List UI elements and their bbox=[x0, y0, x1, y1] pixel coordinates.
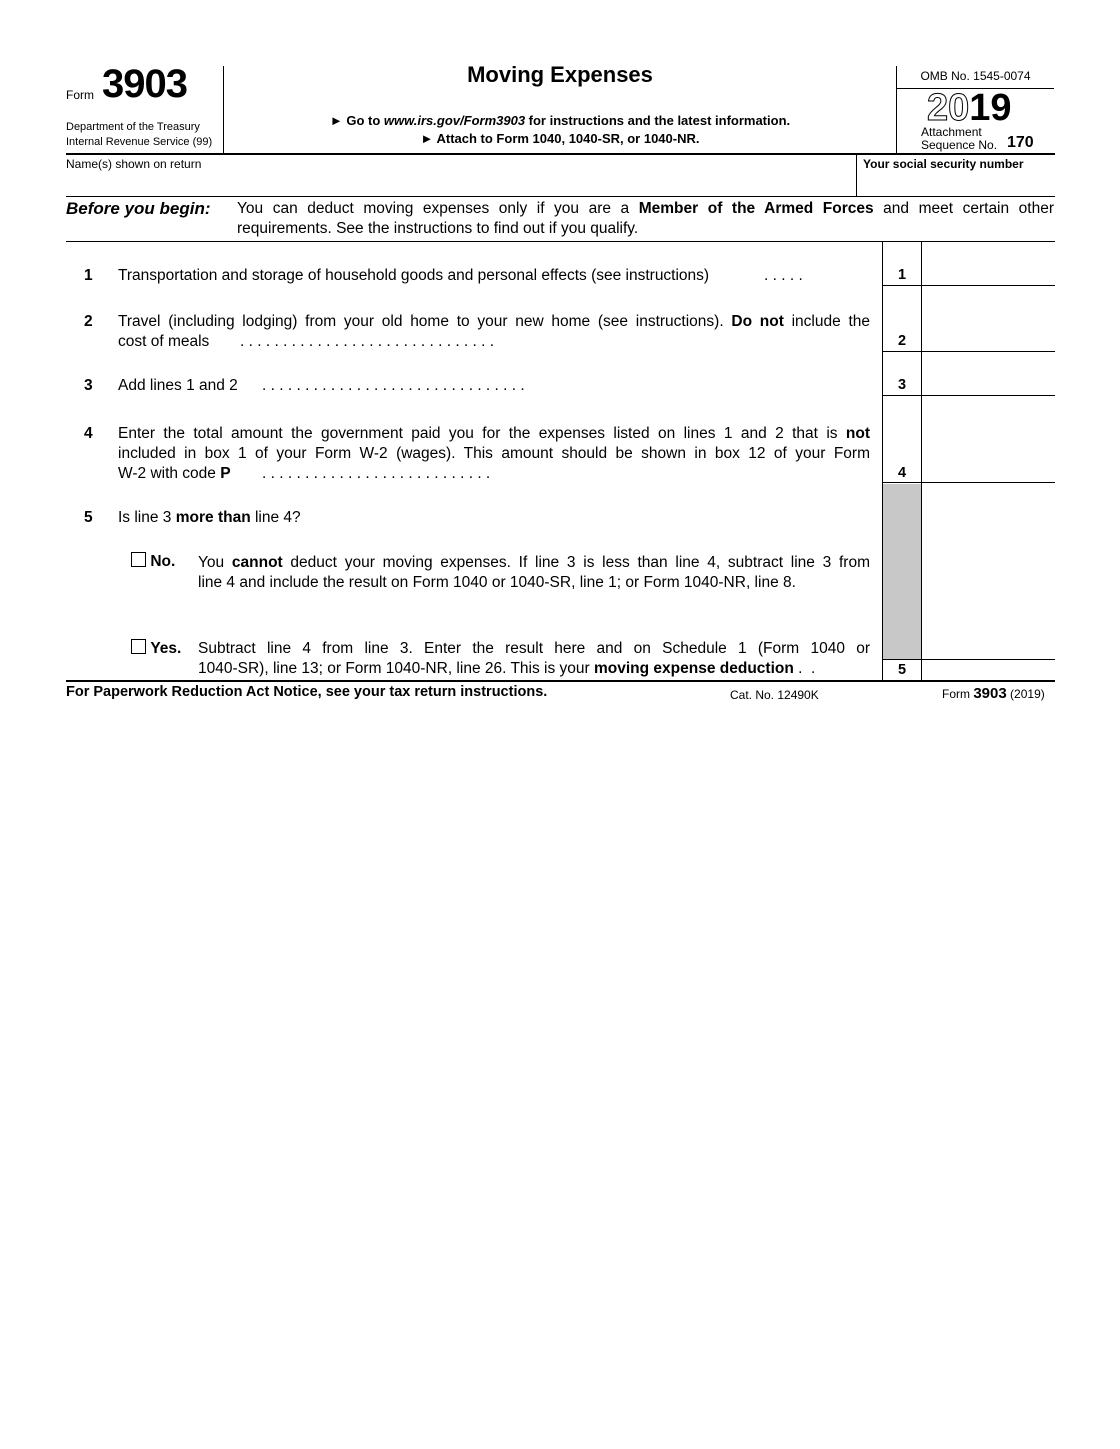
shaded-area bbox=[883, 484, 921, 659]
arrow-icon: ► bbox=[329, 113, 343, 128]
footer-form-year: (2019) bbox=[1006, 687, 1045, 701]
no-checkbox[interactable] bbox=[131, 552, 146, 567]
line-2-text-a: Travel (including lodging) from your old home to your new home (see instructions). bbox=[118, 313, 732, 330]
no-label: No. bbox=[150, 553, 176, 570]
before-text-b: Member of the Armed Forces bbox=[638, 200, 874, 217]
omb-number: OMB No. 1545-0074 bbox=[920, 69, 1031, 83]
yes-label: Yes. bbox=[150, 640, 182, 657]
no-text-a: You bbox=[198, 554, 232, 571]
line-1-rule bbox=[882, 285, 1055, 286]
line-1-text: Transportation and storage of household goods and personal effects (see instructions) bbox=[118, 267, 710, 284]
irs-service: Internal Revenue Service (99) bbox=[66, 136, 213, 148]
line-4-text-d: P bbox=[220, 465, 231, 482]
catalog-number: Cat. No. 12490K bbox=[730, 688, 819, 702]
form-label: Form bbox=[66, 88, 94, 102]
ssn-divider bbox=[856, 154, 857, 197]
line-1-dots: . . . . . bbox=[764, 267, 803, 284]
name-label: Name(s) shown on return bbox=[66, 157, 202, 171]
no-text-b: cannot bbox=[231, 554, 283, 571]
ssn-input[interactable] bbox=[863, 172, 1055, 196]
line-4-text-line1 bbox=[118, 425, 870, 443]
form-number: 3903 bbox=[102, 62, 187, 106]
line-3-text: Add lines 1 and 2 bbox=[118, 377, 238, 394]
line-2-text-line1 bbox=[118, 313, 870, 331]
tax-year bbox=[927, 86, 1012, 130]
line-4-number: 4 bbox=[84, 425, 93, 442]
form-title: Moving Expenses bbox=[467, 62, 653, 87]
line-2-text-line2: cost of meals bbox=[118, 333, 210, 350]
sequence-label: Sequence No. bbox=[921, 138, 998, 152]
name-input[interactable] bbox=[66, 172, 855, 196]
line-1-number: 1 bbox=[84, 267, 93, 284]
yes-checkbox[interactable] bbox=[131, 639, 146, 654]
header-bottom-rule bbox=[66, 153, 1055, 155]
attach-instructions: ► Attach to Form 1040, 1040-SR, or 1040-NR. bbox=[420, 131, 700, 146]
yes-dots: . . bbox=[793, 660, 816, 677]
line-4-text-c: W-2 with code bbox=[118, 465, 221, 482]
goto-instructions bbox=[224, 113, 896, 128]
line-4-rule bbox=[882, 482, 1055, 483]
no-text-c: deduct your moving expenses. If line 3 is less than line 4, subtract line 3 from bbox=[282, 554, 870, 571]
yes-text-b: moving expense deduction bbox=[594, 660, 794, 677]
line-5-question bbox=[118, 509, 301, 527]
line-5-amount-input[interactable] bbox=[925, 657, 1055, 679]
name-row-rule bbox=[66, 196, 1055, 197]
line-4-amount-input[interactable] bbox=[925, 460, 1055, 482]
before-rule bbox=[66, 241, 1055, 242]
footer-form-id bbox=[942, 685, 1045, 702]
line-3-number: 3 bbox=[84, 377, 93, 394]
line-3-box-number: 3 bbox=[897, 377, 907, 393]
footer-form-label: Form bbox=[942, 687, 974, 701]
before-text-line2: requirements. See the instructions to find out if you qualify. bbox=[237, 220, 639, 237]
line-5-text-a: Is line 3 bbox=[118, 509, 176, 526]
line-4-text-line2: included in box 1 of your Form W-2 (wages). This amount should be shown in box 12 of your Form bbox=[118, 445, 870, 462]
ssn-label: Your social security number bbox=[863, 157, 1024, 171]
yes-text-line1: Subtract line 4 from line 3. Enter the result here and on Schedule 1 (Form 1040 or bbox=[198, 640, 870, 657]
before-text-a: You can deduct moving expenses only if you are a bbox=[237, 200, 639, 217]
form-bottom-rule bbox=[66, 680, 1055, 682]
before-text-c: and meet certain other bbox=[873, 200, 1055, 217]
no-text-line2: line 4 and include the result on Form 1040 or 1040-SR, line 1; or Form 1040-NR, line 8. bbox=[198, 574, 796, 591]
line-5-number: 5 bbox=[84, 509, 93, 526]
before-label: Before you begin: bbox=[66, 199, 211, 218]
line-4-text-a: Enter the total amount the government paid you for the expenses listed on lines 1 and 2 that is bbox=[118, 425, 846, 442]
line-4-dots: . . . . . . . . . . . . . . . . . . . . . . . . . . . bbox=[262, 465, 491, 482]
line-2-dots: . . . . . . . . . . . . . . . . . . . . . . . . . . . . . . bbox=[240, 333, 495, 350]
paperwork-notice: For Paperwork Reduction Act Notice, see your tax return instructions. bbox=[66, 684, 548, 700]
amount-col-left-rule bbox=[921, 242, 922, 681]
line-2-amount-input[interactable] bbox=[925, 328, 1055, 350]
irs-url-link[interactable]: www.irs.gov/Form3903 bbox=[383, 113, 526, 128]
line-2-rule bbox=[882, 351, 1055, 352]
line-5-text-c: line 4? bbox=[250, 509, 301, 526]
line-2-text-c: include the bbox=[783, 313, 870, 330]
line-4-box-number: 4 bbox=[897, 465, 907, 481]
line-5-top-rule bbox=[882, 659, 1055, 660]
goto-suffix: for instructions and the latest information. bbox=[525, 113, 791, 128]
year-outline: 20 bbox=[927, 87, 970, 129]
sequence-number: 170 bbox=[1007, 134, 1034, 151]
line-3-rule bbox=[882, 395, 1055, 396]
line-1-box-number: 1 bbox=[897, 267, 907, 283]
line-3-dots: . . . . . . . . . . . . . . . . . . . . . . . . . . . . . . . bbox=[262, 377, 525, 394]
yes-text-line2 bbox=[198, 660, 815, 678]
goto-prefix: Go to bbox=[342, 113, 384, 128]
line-1-amount-input[interactable] bbox=[925, 262, 1055, 284]
line-5-text-b: more than bbox=[175, 509, 251, 526]
dept-treasury: Department of the Treasury bbox=[66, 121, 200, 133]
line-2-box-number: 2 bbox=[897, 333, 907, 349]
line-5-box-number: 5 bbox=[897, 662, 907, 678]
before-text-line1 bbox=[237, 200, 1054, 218]
attachment-label: Attachment bbox=[921, 125, 982, 139]
no-text-line1 bbox=[198, 554, 870, 572]
no-option[interactable] bbox=[131, 552, 175, 571]
line-3-amount-input[interactable] bbox=[925, 372, 1055, 394]
footer-form-number: 3903 bbox=[973, 685, 1007, 702]
line-4-text-line3 bbox=[118, 465, 231, 483]
line-4-text-b: not bbox=[845, 425, 870, 442]
year-bold: 19 bbox=[969, 87, 1012, 129]
line-2-number: 2 bbox=[84, 313, 93, 330]
yes-option[interactable] bbox=[131, 639, 181, 658]
line-2-text-b: Do not bbox=[731, 313, 784, 330]
yes-text-a: 1040-SR), line 13; or Form 1040-NR, line 26. This is your bbox=[198, 660, 594, 677]
